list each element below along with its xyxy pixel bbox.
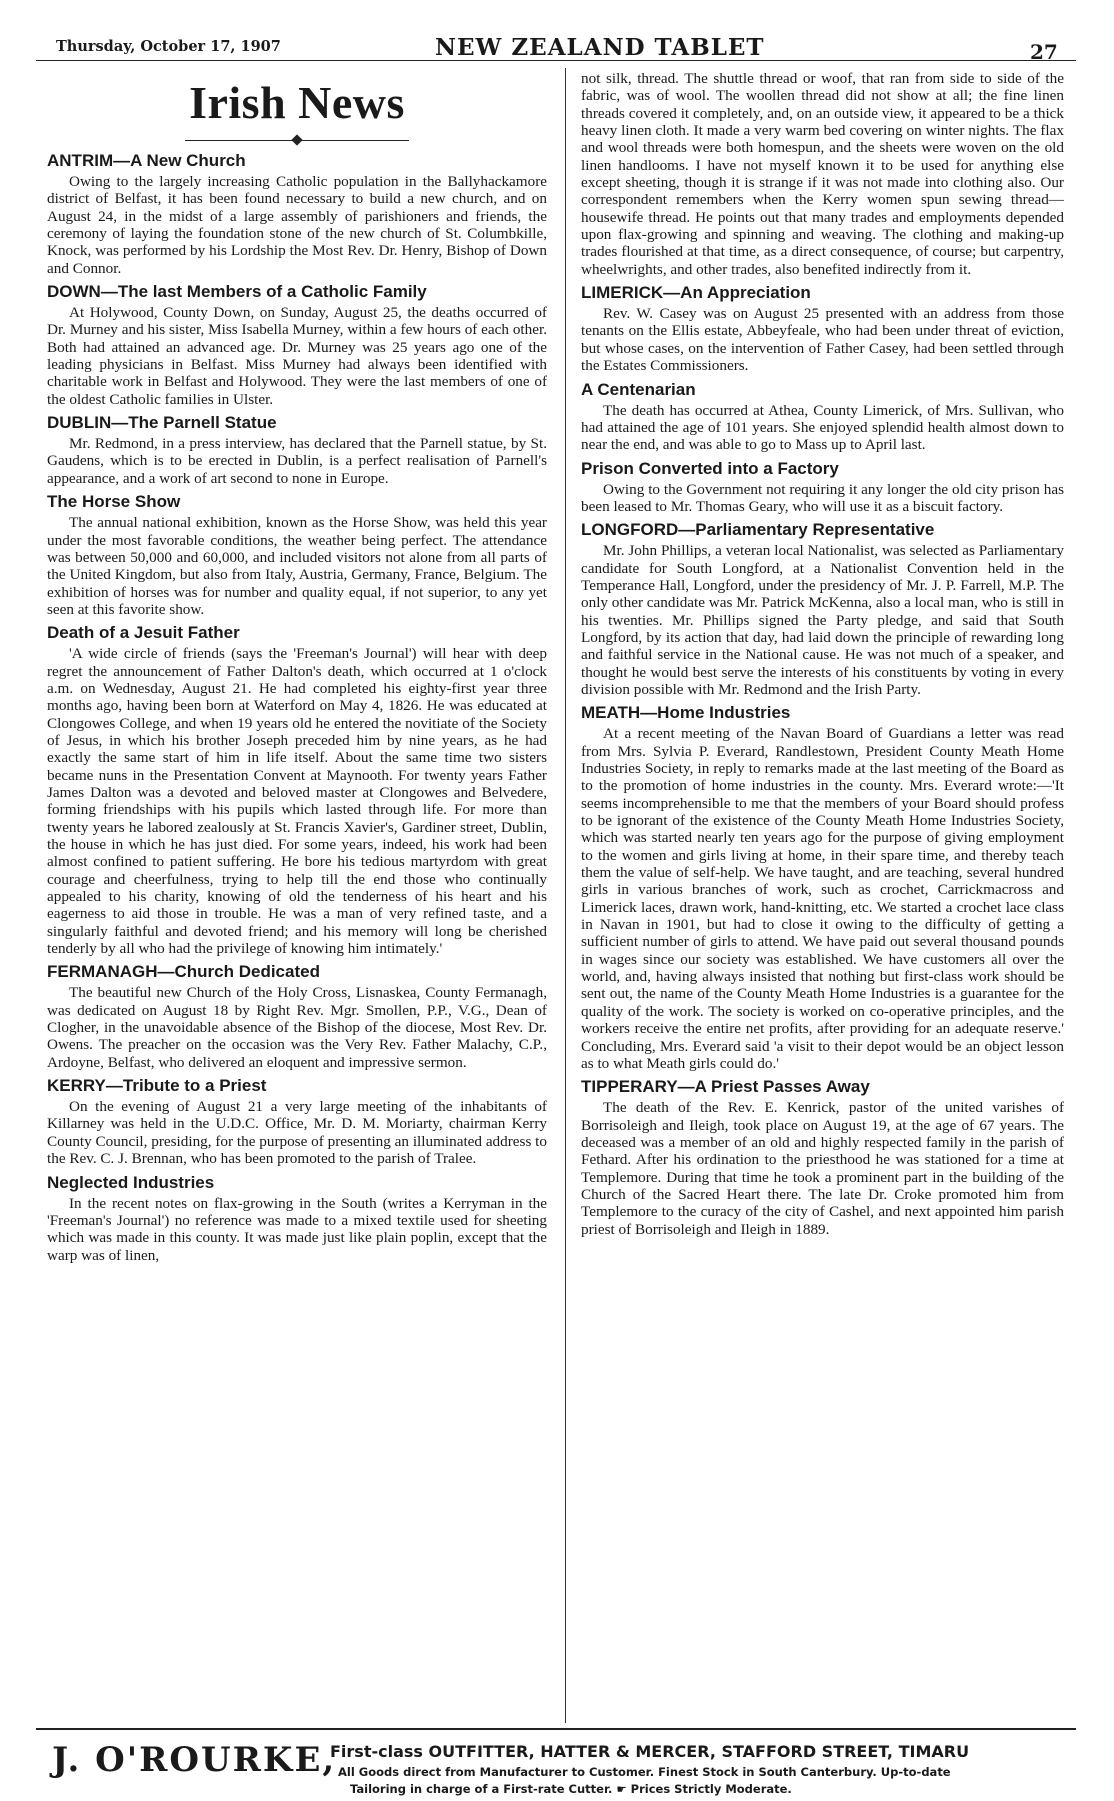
article-paragraph: Owing to the Government not requiring it any longer the old city prison has been leased to Mr. Thomas Geary, who will use it as a biscuit factory.: [581, 480, 1064, 515]
article-title: TIPPERARY—A Priest Passes Away: [581, 1077, 870, 1097]
article-paragraph: In the recent notes on flax-growing in the South (writes a Kerryman in the 'Freeman's Journal') no reference was made to a mixed textile used for sheeting which was made in this county. It was made just like plain poplin, except that the warp was of linen,: [47, 1194, 547, 1264]
article: [47, 1076, 547, 1167]
advertisement-line-1: First-class OUTFITTER, HATTER & MERCER, STAFFORD STREET, TIMARU: [330, 1742, 970, 1761]
article-title: Prison Converted into a Factory: [581, 458, 839, 478]
article-title: A Centenarian: [581, 379, 696, 399]
left-articles: [47, 151, 547, 1264]
article: [47, 1173, 547, 1264]
article: [47, 492, 547, 618]
article-title: DUBLIN—The Parnell Statue: [47, 413, 277, 433]
masthead: [40, 30, 1075, 64]
article-paragraph: Mr. Redmond, in a press interview, has declared that the Parnell statue, by St. Gaudens, which is to be erected in Dublin, is a perfect realisation of Parnell's appearance, and a work of art second to none in Europe.: [47, 435, 547, 487]
article-paragraph: The beautiful new Church of the Holy Cross, Lisnaskea, County Fermanagh, was dedicated on August 18 by Right Rev. Mgr. Smollen, P.P., V.G., Dean of Clogher, in the unavoidable absence of the Bishop of the diocese, Most Rev. Dr. Owens. The preacher on the occasion was the Very Rev. Father Malachy, C.P., Ardoyne, Belfast, who delivered an eloquent and impressive sermon.: [47, 984, 547, 1071]
advertisement-footer: [40, 1738, 1075, 1796]
article: [581, 459, 1064, 516]
article: [47, 962, 547, 1071]
article: [581, 70, 1064, 278]
article-paragraph: At a recent meeting of the Navan Board of Guardians a letter was read from Mrs. Sylvia P. Everard, Randlestown, President County Meath Home Industries Society, in reply to remarks made at the last meeting of the Board as to the promotion of home industries in the county. Mrs. Everard wrote:—'It seems incomprehensible to me that the members of your Board should profess to be ignorant of the existence of the County Meath Home Industries Society, which was started nearly ten years ago for the purpose of giving employment to the women and girls living at home, in their spare time, and thereby teach them the value of self-help. We have taught, and are teaching, several hundred girls in various branches of work, such as crochet, Carrickmacross and Limerick laces, drawn work, hand-knitting, etc. We started a crochet lace class in Navan in 1901, but had to close it owing to the difficulty of getting a sufficient number of girls to attend. We have paid out several thousand pounds in wages since our society was established. We have customers all over the world, and, having always insisted that nothing but first-class work should be sent out, the name of the County Meath Home Industries is a guarantee for the quality of the work. The society is worked on co-operative principles, and the workers receive the entire net profits, after providing for an adequate reserve.' Concluding, Mrs. Everard said 'a visit to their depot would be an object lesson as to what Meath girls could do.': [581, 725, 1064, 1072]
heading-ornament: [47, 133, 547, 145]
article: [47, 282, 547, 408]
article-title: DOWN—The last Members of a Catholic Family: [47, 282, 427, 302]
column-divider: [565, 68, 566, 1723]
right-articles: [581, 70, 1064, 1238]
article-title: FERMANAGH—Church Dedicated: [47, 962, 320, 982]
article: [47, 151, 547, 277]
article-paragraph: not silk, thread. The shuttle thread or woof, that ran from side to side of the fabric, was of wool. The woollen thread did not show at all; the fine linen threads covered it completely, and, on an outside view, it appeared to be a thick heavy linen cloth. It made a very warm bed covering on winter nights. The flax and wool threads were both homespun, and the sheets were woven on the old linen handlooms. I have not myself known it to be used for anything else except sheeting, though it is strange if it was not made into clothing also. Our correspondent remembers when the Kerry women spun sewing thread—housewife thread. He points out that many trades and employments depended upon flax-growing and spinning and weaving. The clothing and making-up trades flourished at that time, as a direct consequence, of course; but carpentry, wheelwrights, and other trades, also benefited indirectly from it.: [581, 70, 1064, 278]
advertiser-name: J. O'ROURKE,: [52, 1740, 337, 1780]
article: [47, 413, 547, 487]
article-title: LIMERICK—An Appreciation: [581, 283, 811, 303]
article-paragraph: Rev. W. Casey was on August 25 presented with an address from those tenants on the Ellis estate, Abbeyfeale, who had been under threat of eviction, but whose cases, on the intervention of Father Casey, had been settled through the Estates Commissioners.: [581, 305, 1064, 375]
left-column: [47, 70, 547, 1720]
advertisement-line-3: Tailoring in charge of a First-rate Cutter. ☛ Prices Strictly Moderate.: [350, 1782, 792, 1796]
right-column: [581, 70, 1064, 1720]
article-title: MEATH—Home Industries: [581, 703, 791, 723]
article: [581, 520, 1064, 698]
page-number: 27: [1030, 40, 1058, 64]
article-paragraph: The death of the Rev. E. Kenrick, pastor of the united varishes of Borrisoleigh and Ileigh, took place on August 19, at the age of 67 years. The deceased was a member of an old and highly respected family in the parish of Fethard. After his ordination to the priesthood he was stationed for a time at Templemore. During that time he took a prominent part in the building of the Church of the Sacred Heart there. The late Dr. Croke promoted him from Templemore to the curacy of the city of Cashel, and next appointed him parish priest of Borrisoleigh and Ileigh in 1889.: [581, 1099, 1064, 1238]
article-title: ANTRIM—A New Church: [47, 151, 246, 170]
article-paragraph: Mr. John Phillips, a veteran local Nationalist, was selected as Parliamentary candidate for South Longford, at a Nationalist Convention held in the Temperance Hall, Longford, under the presidency of Mr. J. P. Farrell, M.P. The only other candidate was Mr. Patrick McKenna, also a local man, who is still in his twenties. Mr. Phillips signed the Party pledge, and said that South Longford, by its action that day, had laid down the principle of rewarding long and faithful service in the National cause. He was not much of a speaker, and thought he would best serve the interests of his constituents by voting in every division possible with Mr. Redmond and the Irish Party.: [581, 542, 1064, 698]
article-paragraph: 'A wide circle of friends (says the 'Freeman's Journal') will hear with deep regret the announcement of Father Dalton's death, which occurred at 1 o'clock a.m. on Wednesday, August 21. He had completed his eighty-first year three months ago, having been born at Waterford on May 4, 1826. He was educated at Clongowes College, and when 19 years old he entered the novitiate of the Society of Jesus, in which his brother Joseph preceded him by nine years, as he had exactly the same start of him in life itself. About the same time two sisters became nuns in the Presentation Convent at Maynooth. For twenty years Father James Dalton was a devoted and beloved master at Clongowes and Belvedere, forming friendships with his pupils which lasted through life. For more than twenty years he labored zealously at St. Francis Xavier's, Gardiner street, Dublin, the house in which he has just died. For some years, indeed, his work had been almost confined to patient suffering. He bore his tedious martyrdom with great courage and cheerfulness, trying to help till the end those who continually appealed to his charity, knowing of old the tenderness of his heart and his eagerness to aid those in trouble. He was a man of very refined taste, and a singularly faithful and devoted friend; and his memory will long be cherished tenderly by all who had the privilege of knowing him intimately.': [47, 645, 547, 958]
advertisement-line-2: All Goods direct from Manufacturer to Customer. Finest Stock in South Canterbury. Up-to-date: [338, 1765, 951, 1779]
article-paragraph: At Holywood, County Down, on Sunday, August 25, the deaths occurred of Dr. Murney and his sister, Miss Isabella Murney, within a few hours of each other. Both had attained an advanced age. Dr. Murney was 25 years ago one of the leading physicians in Belfast. Miss Murney had always been identified with charitable work in Belfast and Holywood. They were the last members of one of the oldest Catholic families in Ulster.: [47, 304, 547, 408]
article: [581, 380, 1064, 454]
section-heading: Irish News: [189, 77, 405, 128]
article-title: LONGFORD—Parliamentary Representative: [581, 520, 935, 540]
article-title: The Horse Show: [47, 492, 181, 512]
issue-date: Thursday, October 17, 1907: [56, 38, 281, 55]
footer-rule: [36, 1728, 1076, 1730]
article-title: KERRY—Tribute to a Priest: [47, 1076, 267, 1096]
article: [581, 1077, 1064, 1238]
article: [581, 703, 1064, 1072]
article-paragraph: On the evening of August 21 a very large meeting of the inhabitants of Killarney was held in the U.D.C. Office, Mr. D. M. Moriarty, chairman Kerry County Council, presiding, for the purpose of presenting an illuminated address to the Rev. C. J. Brennan, who has been promoted to the parish of Tralee.: [47, 1098, 547, 1168]
masthead-rule: [36, 60, 1076, 61]
article-title: Neglected Industries: [47, 1172, 215, 1192]
article: [581, 283, 1064, 374]
article-title: Death of a Jesuit Father: [47, 623, 240, 643]
publication-title: NEW ZEALAND TABLET: [435, 34, 765, 61]
article-paragraph: The death has occurred at Athea, County Limerick, of Mrs. Sullivan, who had attained the age of 101 years. She enjoyed splendid health almost down to near the end, and was able to go to Mass up to April last.: [581, 401, 1064, 454]
article: [47, 623, 547, 957]
article-paragraph: Owing to the largely increasing Catholic population in the Ballyhackamore district of Belfast, it has been found necessary to build a new church, and on August 24, in the midst of a large assembly of parishioners and friends, the ceremony of laying the foundation stone of the new church of St. Columbkille, Knock, was performed by his Lordship the Most Rev. Dr. Henry, Bishop of Down and Connor.: [47, 173, 547, 277]
article-paragraph: The annual national exhibition, known as the Horse Show, was held this year under the most favorable conditions, the weather being perfect. The attendance was between 50,000 and 60,000, and included visitors not alone from all parts of the United Kingdom, but also from Italy, Austria, Germany, France, Belgium. The exhibition of horses was for number and quality equal, if not superior, to any yet seen at this favorite show.: [47, 514, 547, 618]
